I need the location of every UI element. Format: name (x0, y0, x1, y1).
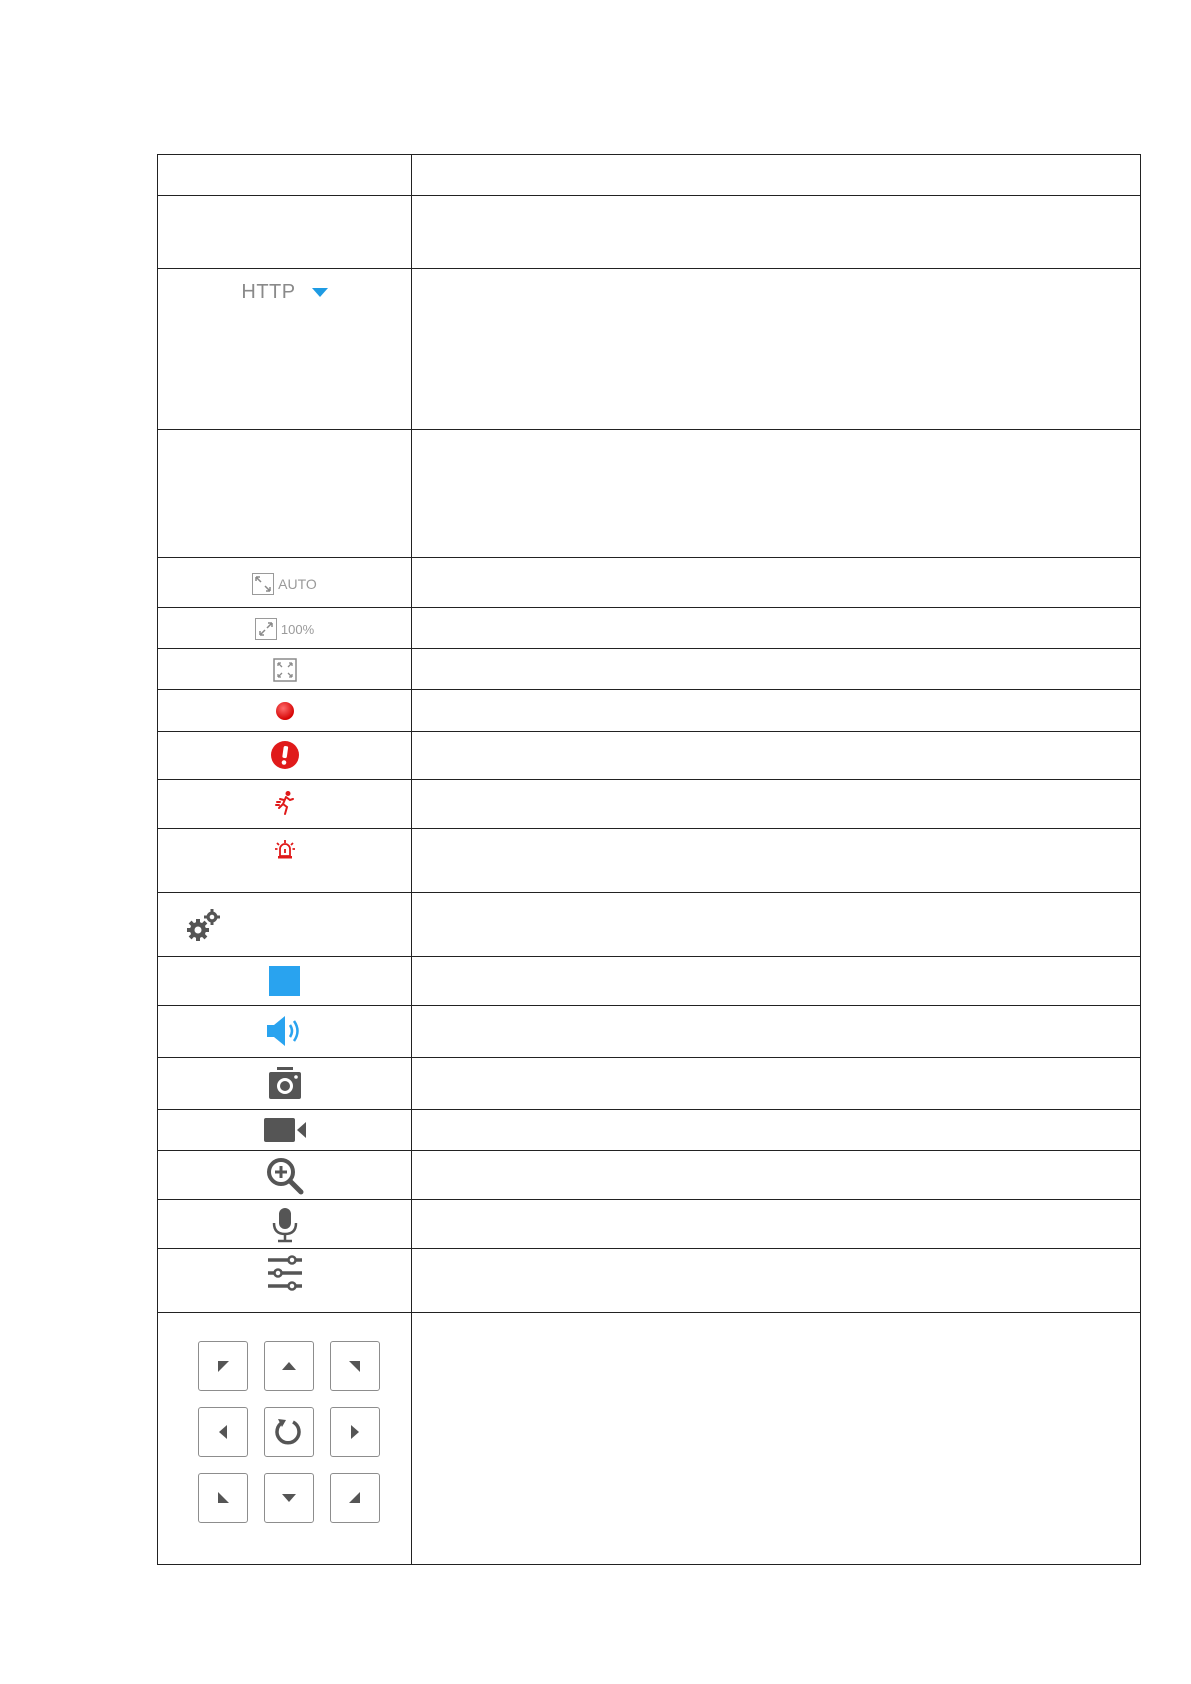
arrow-up-right-icon (348, 1359, 362, 1373)
ptz-left-button[interactable] (198, 1407, 248, 1457)
ptz-down-right-button[interactable] (330, 1473, 380, 1523)
auto-fit-icon (252, 573, 274, 595)
sliders-icon[interactable] (267, 1255, 303, 1291)
zoom-in-icon[interactable] (265, 1156, 305, 1196)
original-size-label: 100% (280, 621, 315, 637)
camera-snapshot-icon[interactable] (268, 1066, 302, 1100)
protocol-select-value: HTTP (241, 281, 296, 303)
table-row (158, 430, 1141, 558)
table-row (158, 1200, 1141, 1249)
ptz-control-pad (198, 1341, 411, 1523)
speaker-icon[interactable] (265, 1014, 305, 1048)
table-row (158, 269, 1141, 430)
table-row (158, 1249, 1141, 1313)
table-header-row (158, 155, 1141, 196)
record-dot-icon (275, 701, 295, 721)
table-row (158, 196, 1141, 269)
ptz-up-button[interactable] (264, 1341, 314, 1391)
table-row (158, 1110, 1141, 1151)
ptz-reset-button[interactable] (264, 1407, 314, 1457)
table-row (158, 1058, 1141, 1110)
ptz-down-left-button[interactable] (198, 1473, 248, 1523)
icon-description-table (157, 154, 1141, 1565)
table-row (158, 780, 1141, 829)
arrow-down-left-icon (216, 1491, 230, 1505)
arrow-right-icon (349, 1424, 361, 1440)
table-row (158, 893, 1141, 957)
alarm-exclamation-icon (269, 739, 301, 771)
table-row (158, 732, 1141, 780)
table-row (158, 649, 1141, 690)
arrow-up-left-icon (216, 1359, 230, 1373)
protocol-select[interactable] (241, 281, 327, 304)
table-row (158, 1006, 1141, 1058)
table-row (158, 608, 1141, 649)
arrow-down-right-icon (348, 1491, 362, 1505)
table-row (158, 558, 1141, 608)
chevron-down-icon (312, 288, 328, 297)
table-row (158, 1151, 1141, 1200)
auto-size-button[interactable] (252, 573, 317, 595)
arrow-down-icon (281, 1492, 297, 1504)
arrow-up-icon (281, 1360, 297, 1372)
table-row (158, 829, 1141, 893)
header-cell-description (412, 155, 1141, 196)
original-size-button[interactable] (255, 618, 314, 640)
settings-gears-icon[interactable] (186, 907, 222, 943)
ptz-up-left-button[interactable] (198, 1341, 248, 1391)
original-size-icon (255, 618, 277, 640)
refresh-icon (274, 1417, 304, 1447)
arrow-left-icon (217, 1424, 229, 1440)
table-row (158, 690, 1141, 732)
video-record-icon[interactable] (264, 1117, 306, 1143)
header-cell-icon (158, 155, 412, 196)
microphone-icon[interactable] (270, 1207, 300, 1243)
fullscreen-icon[interactable] (273, 658, 297, 682)
ptz-up-right-button[interactable] (330, 1341, 380, 1391)
table-row (158, 1313, 1141, 1565)
table-row (158, 957, 1141, 1006)
auto-size-label: AUTO (278, 576, 317, 592)
stop-square-icon[interactable] (269, 966, 300, 996)
io-alarm-icon (274, 838, 296, 860)
motion-detection-icon (274, 790, 296, 816)
ptz-right-button[interactable] (330, 1407, 380, 1457)
ptz-down-button[interactable] (264, 1473, 314, 1523)
